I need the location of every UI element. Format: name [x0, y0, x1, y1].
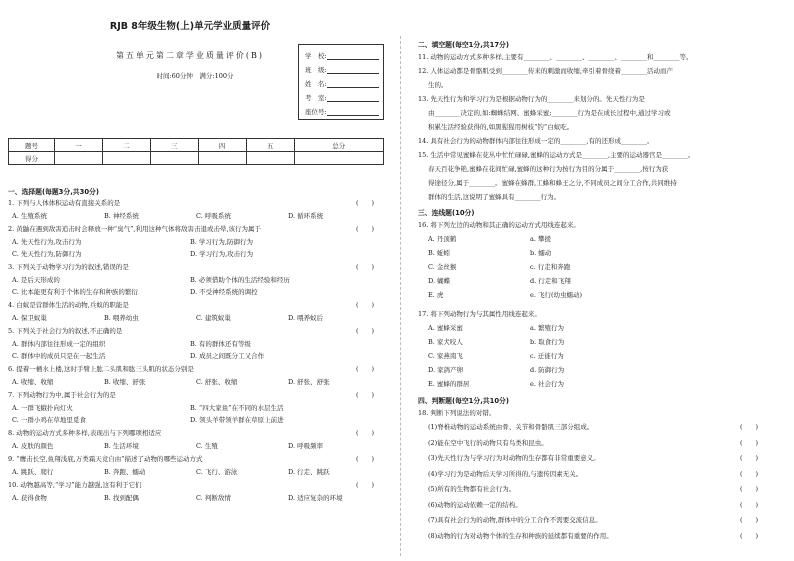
answer-paren[interactable]: ( ) [356, 455, 375, 463]
match-left-item[interactable]: D. 家鸽产卵 [428, 366, 464, 374]
answer-paren[interactable]: ( ) [356, 429, 375, 437]
option[interactable]: D. 领头羊带领羊群在草原上前进 [190, 416, 284, 424]
score-cell[interactable] [150, 152, 198, 165]
question-text: 6. 提着一桶水上楼,这时手臂上肱二头肌和肱三头肌的状态分别是 [8, 365, 194, 373]
option[interactable]: C. 一群小鸡在草地里觅食 [12, 416, 86, 424]
page-subtitle: 第五单元第二章学业质量评价(B) [115, 51, 265, 60]
fill-line: 由________决定的,如:蜘蛛结网、蜜蜂采蜜;________行为是在成长过程中,通过学习或 [428, 109, 671, 117]
score-cell[interactable] [294, 152, 383, 165]
table-cell: 得分 [9, 152, 55, 165]
exam-room-field[interactable] [305, 93, 385, 105]
section-match-heading: 三、连线题(10分) [418, 209, 475, 217]
answer-paren[interactable]: ( ) [356, 327, 375, 335]
match-left-item[interactable]: B. 家犬咬人 [428, 338, 463, 346]
option[interactable]: C. 飞行、游泳 [196, 468, 238, 476]
seat-field[interactable] [305, 107, 385, 119]
question-text: 7. 下列动物行为中,属于社会行为的是 [8, 391, 116, 399]
option[interactable]: A. 先天性行为,攻击行为 [12, 238, 82, 246]
option[interactable]: C. 判断敌情 [196, 494, 231, 502]
table-cell: 五 [246, 139, 294, 152]
question-text: 5. 下列关于社会行为的叙述,不正确的是 [8, 327, 123, 335]
school-label: 学 校: [305, 52, 327, 60]
name-field[interactable] [305, 79, 385, 91]
option[interactable]: B. 生活环境 [104, 442, 139, 450]
option[interactable]: B. 收缩、舒张 [104, 378, 146, 386]
judge-paren[interactable]: ( ) [740, 500, 759, 509]
option[interactable]: B. 学习行为,防御行为 [190, 238, 253, 246]
judge-item: (3)先天性行为与学习行为对动物的生存都有非常重要意义。 [428, 454, 600, 462]
fill-line: 春天百花争艳,蜜蜂在花间忙碌,蜜蜂的这种行为按行为目的分属于________,按行为获 [428, 165, 669, 173]
table-cell: 二 [102, 139, 150, 152]
option[interactable]: D. 舒张、舒张 [288, 378, 330, 386]
judge-item: (6)动物的运动依赖一定的结构。 [428, 500, 522, 509]
option[interactable]: C. 建筑蚁巢 [196, 314, 231, 322]
option[interactable]: D. 喂养蚁后 [288, 314, 324, 322]
name-label: 姓 名: [305, 80, 327, 88]
time-info: 时间:60分钟 满分:100分 [156, 72, 234, 80]
student-info-box [298, 44, 384, 120]
match-left-item[interactable]: B. 蚯蚓 [428, 249, 450, 257]
answer-paren[interactable]: ( ) [356, 481, 375, 489]
option[interactable]: C. 舒张、收缩 [196, 378, 238, 386]
answer-paren[interactable]: ( ) [356, 365, 375, 373]
match-left-item[interactable]: C. 金丝猴 [428, 263, 457, 271]
judge-item: (2)能在空中飞行的动物只有鸟类和昆虫。 [428, 438, 548, 447]
match-right-item[interactable]: b. 蠕动 [530, 249, 552, 257]
option[interactable]: A. 皮肤的颜色 [12, 442, 54, 450]
option[interactable]: C. 群体中的成员只是在一起生活 [12, 352, 106, 360]
score-cell[interactable] [55, 152, 103, 165]
option[interactable]: D. 不受神经系统的调控 [190, 288, 258, 296]
table-cell: 三 [150, 139, 198, 152]
option[interactable]: C. 先天性行为,防御行为 [12, 250, 82, 258]
fill-line: 14. 具有社会行为的动物群体内部往往形成一定的________,有的还形成________。 [418, 137, 654, 145]
option[interactable]: A. 群体内部往往形成一定的组织 [12, 340, 106, 348]
match-right-item[interactable]: c. 行走和奔跑 [530, 263, 571, 271]
option[interactable]: B. 奔跑、蠕动 [104, 468, 146, 476]
match-right-item[interactable]: e. 社会行为 [530, 380, 564, 388]
score-cell[interactable] [102, 152, 150, 165]
fill-line: 13. 先天性行为和学习行为是根据动物行为的________来划分的。先天性行为是 [418, 95, 645, 103]
match-right-item[interactable]: e. 飞行(幼虫蠕动) [530, 291, 583, 299]
score-table [8, 138, 384, 165]
fill-line: 12. 人体运动都是骨骼肌受到________传来的刺激而收缩,牵引着骨绕着________活动而产 [418, 67, 673, 75]
match-left-item[interactable]: C. 家燕南飞 [428, 352, 463, 360]
judge-paren[interactable]: ( ) [740, 423, 759, 431]
option[interactable]: A. 收缩、收缩 [12, 378, 54, 386]
option[interactable]: D. 呼吸频率 [288, 442, 324, 450]
score-cell[interactable] [246, 152, 294, 165]
match-left-item[interactable]: A. 蜜蜂采蜜 [428, 324, 463, 332]
question-text: 3. 下列关于动物学习行为的叙述,错误的是 [8, 263, 129, 271]
judge-item: (1)脊椎动物的运动系统由骨、关节和骨骼肌三部分组成。 [428, 423, 594, 431]
option[interactable]: A. 获得食物 [12, 494, 47, 502]
option[interactable]: D. 循环系统 [288, 212, 324, 220]
judge-paren[interactable]: ( ) [740, 485, 759, 493]
judge-paren[interactable]: ( ) [740, 454, 759, 462]
question-text: 9. “鹰击长空,鱼翔浅底,万类霜天竞自由”描述了动物的哪些运动方式 [8, 455, 203, 463]
match-left-item[interactable]: E. 蜜蜂的群居 [428, 380, 470, 388]
judge-item: (4)学习行为是动物后天学习所得的,与遗传因素无关。 [428, 469, 583, 478]
option[interactable]: C. 生殖 [196, 442, 218, 450]
answer-paren[interactable]: ( ) [356, 301, 375, 309]
option[interactable]: B. 喂养幼虫 [104, 314, 139, 322]
exam-room-label: 考 室: [305, 94, 327, 102]
judge-paren[interactable]: ( ) [740, 516, 759, 524]
score-cell[interactable] [198, 152, 246, 165]
match-right-item[interactable]: a. 繁殖行为 [530, 324, 565, 332]
option[interactable]: B. 神经系统 [104, 212, 139, 220]
match-right-item[interactable]: b. 取食行为 [530, 338, 565, 346]
question-text: 10. 动物越高等,“学习”能力越强,这有利于它们 [8, 481, 142, 489]
option[interactable]: D. 适应复杂的环境 [288, 494, 343, 502]
score-table-header-row [9, 139, 384, 152]
question-text: 8. 动物的运动方式多种多样,表现出与下列哪项相适应 [8, 429, 162, 437]
match-right-item[interactable]: d. 防御行为 [530, 366, 565, 374]
match-right-item[interactable]: a. 攀援 [530, 235, 552, 243]
seat-label: 座位号: [305, 108, 327, 116]
match-right-item[interactable]: c. 迁徙行为 [530, 352, 564, 360]
school-field[interactable] [305, 51, 385, 63]
judge-item: (5)所有的生物都有社会行为。 [428, 485, 516, 493]
answer-paren[interactable]: ( ) [356, 199, 375, 207]
option[interactable]: D. 行走、跳跃 [288, 468, 330, 476]
q18-text: 18. 判断下列说法的对错。 [418, 409, 496, 417]
option[interactable]: B. 找到配偶 [104, 494, 139, 502]
section-fill-heading: 二、填空题(每空1分,共17分) [418, 41, 509, 49]
fill-line: 11. 动物的运动方式多种多样,主要有________、________、________、________和________等。 [418, 53, 693, 61]
option[interactable]: D. 学习行为,攻击行为 [190, 250, 254, 258]
option[interactable]: A. 是后天形成的 [12, 276, 60, 284]
fill-line: 得途径分,属于________。蜜蜂在蜂群,工蜂和蜂王之分,不同成员之间分工合作,共同维持 [428, 179, 677, 187]
table-cell: 一 [55, 139, 103, 152]
judge-paren[interactable]: ( ) [740, 438, 759, 447]
judge-paren[interactable]: ( ) [740, 531, 759, 540]
option[interactable]: B. 必须借助个体的生活经验和经历 [190, 276, 290, 284]
question-text: 4. 白蚁是营群体生活的动物,兵蚁的职能是 [8, 301, 129, 309]
class-field[interactable] [305, 65, 385, 77]
match-left-item[interactable]: A. 丹顶鹤 [428, 235, 457, 243]
score-table-score-row [9, 152, 384, 165]
table-cell: 总分 [294, 139, 383, 152]
option[interactable]: B. “四大家鱼”在不同的水层生活 [190, 404, 284, 412]
fill-line: 群体的生活,这说明了蜜蜂具有________行为。 [428, 193, 561, 201]
option[interactable]: B. 有的群体还有等级 [190, 340, 251, 348]
judge-paren[interactable]: ( ) [740, 469, 759, 478]
option[interactable]: C. 比本能更有利于个体的生存和种族的繁衍 [12, 288, 138, 296]
page-title: RJB 8年级生物(上)单元学业质量评价 [109, 21, 271, 32]
column-divider [400, 36, 401, 556]
judge-item: (7)具有社会行为的动物,群体中的分工合作不需要交流信息。 [428, 516, 602, 524]
option[interactable]: A. 跳跃、爬行 [12, 468, 54, 476]
option[interactable]: C. 呼吸系统 [196, 212, 231, 220]
section-choice-heading: 一、选择题(每题3分,共30分) [8, 188, 99, 196]
fill-line: 积累生活经验获得的,如黑猩猩用树枝“钓”白蚁吃。 [428, 123, 574, 131]
answer-paren[interactable]: ( ) [356, 263, 375, 271]
fill-line: 15. 生活中常见蜜蜂在花丛中忙忙碌碌,蜜蜂的运动方式是________,主要的运动器官是________。 [418, 151, 695, 159]
table-cell: 四 [198, 139, 246, 152]
table-cell: 题号 [9, 139, 55, 152]
answer-paren[interactable]: ( ) [356, 225, 375, 233]
answer-paren[interactable]: ( ) [356, 391, 375, 399]
match-right-item[interactable]: d. 行走和飞翔 [530, 277, 571, 285]
q16-text: 16. 将下列左边的动物和其正确的运动方式用线连起来。 [418, 221, 580, 229]
match-left-item[interactable]: E. 虎 [428, 291, 444, 299]
question-text: 1. 下列与人体体积运动有直接关系的是 [8, 199, 121, 207]
fill-line: 生的。 [428, 81, 448, 89]
q17-text: 17. 将下列动物行为与其属性用线连起来。 [418, 310, 541, 318]
option[interactable]: D. 成员之间既分工又合作 [190, 352, 265, 360]
section-judge-heading: 四、判断题(每空1分,共10分) [418, 397, 509, 405]
class-label: 班 级: [305, 66, 327, 74]
match-left-item[interactable]: D. 蝴蝶 [428, 277, 451, 285]
option[interactable]: A. 生殖系统 [12, 212, 47, 220]
option[interactable]: A. 保卫蚁巢 [12, 314, 47, 322]
question-text: 2. 黄鼬在遇到敌害追击时会释放一种“臭气”,利用这种气体将敌害击退或击晕,该行为属于 [8, 225, 262, 233]
option[interactable]: A. 一群飞蛾扑向灯火 [12, 404, 73, 412]
judge-item: (8)动物的行为对动物个体的生存和种族的延续都有重要的作用。 [428, 531, 613, 540]
